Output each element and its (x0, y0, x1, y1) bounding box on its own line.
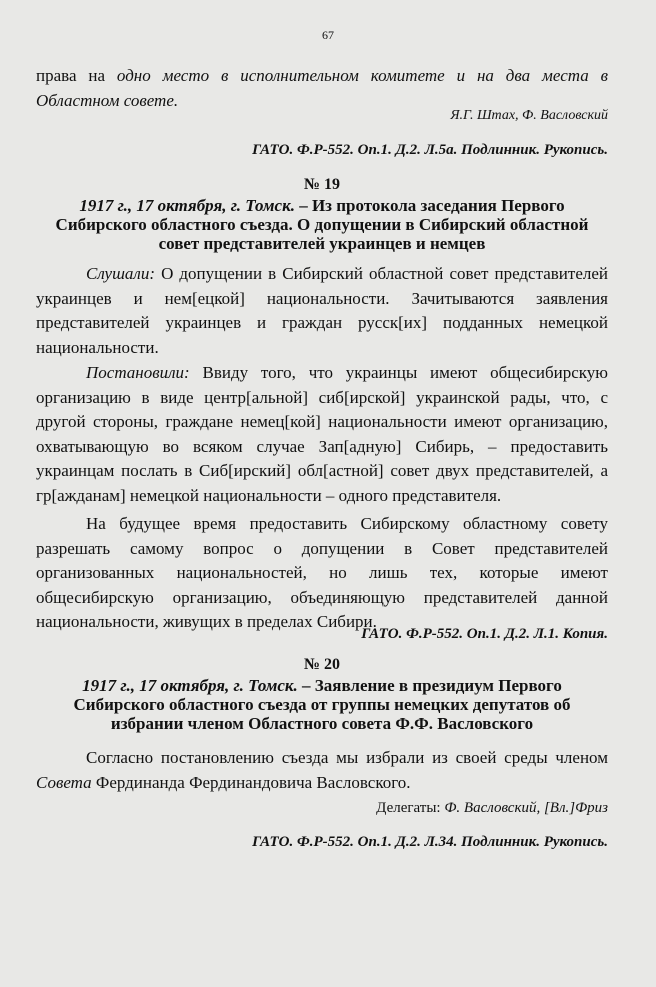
doc19-heard-paragraph (36, 262, 608, 360)
doc19-heading (36, 196, 608, 253)
doc19-future-paragraph (36, 512, 608, 635)
doc19-future-text: На будущее время предоставить Сибирскому областному совету разрешать самому вопрос о допущении в Совет представителей организованных национальностей, но лишь тех, которые имеют общесибирскую организацию, объединяющую представителей данной национальности, живущих в пределах Сибири. (36, 514, 608, 631)
intro-text: права на (36, 66, 106, 85)
doc19-title: – Из протокола заседания Первого Сибирского областного съезда. О допущении в Сибирский областной совет представителей украинцев и немцев (55, 196, 589, 253)
doc19-number: № 19 (303, 176, 341, 193)
doc20-heading (36, 676, 608, 733)
doc19-resolved-text: Ввиду того, что украинцы имеют общесибирскую организацию в виде центр[альной] сиб[ирской] украинской рады, что, с другой стороны, граждане немец[кой] национальности имеют организацию, охватывающую во всяком случае Зап[адную] Сибирь, – предоставить украинцам послать в Сиб[ирский] обл[астной] совет двух представителей, а гр[ажданам] немецкой национальности – одного представителя. (36, 363, 609, 505)
doc19-archive-reference: ГАТО. Ф.Р-552. Оп.1. Д.2. Л.1. Копия. (361, 626, 608, 642)
doc20-title: – Заявление в президиум Первого Сибирского областного съезда от группы немецких депутатов об избрании членом Областного совета Ф.Ф. Васловского (73, 676, 571, 733)
doc20-body-before: Согласно постановлению съезда мы избрали из своей среды членом (86, 748, 608, 767)
doc20-archive-reference: ГАТО. Ф.Р-552. Оп.1. Д.2. Л.34. Подлинник. Рукопись. (252, 834, 608, 850)
doc20-body-italic: Совета (36, 772, 92, 792)
doc20-number: № 20 (303, 656, 341, 673)
page-number: 67 (322, 28, 334, 42)
doc19-resolved-paragraph (36, 361, 608, 508)
intro-paragraph (36, 64, 608, 113)
doc19-heard-text: О допущении в Сибирский областной совет представителей украинцев и нем[ецкой] национальности. Зачитываются заявления представителей украинцев и граждан русск[их] подданных немецкой национальности. (36, 264, 609, 357)
intro-text-italic: одно место в исполнительном комитете и на два места в Областном совете. (36, 66, 609, 110)
doc20-delegates-label: Делегаты: (376, 800, 441, 816)
doc19-date-place: 1917 г., 17 октября, г. Томск. (79, 196, 295, 215)
doc19-heard-label: Слушали: (86, 264, 155, 283)
intro-archive-reference: ГАТО. Ф.Р-552. Оп.1. Д.2. Л.5а. Подлинник. Рукопись. (252, 142, 608, 158)
doc20-date-place: 1917 г., 17 октября, г. Томск. (82, 676, 298, 695)
intro-signature: Я.Г. Штах, Ф. Васловский (450, 108, 608, 123)
doc19-resolved-label: Постановили: (86, 363, 190, 382)
doc20-body-after: Фердинанда Фердинандовича Васловского. (95, 772, 411, 792)
doc20-delegates-names: Ф. Васловский, [Вл.]Фриз (444, 800, 608, 816)
doc20-body-paragraph (36, 746, 608, 795)
doc20-delegates (36, 800, 608, 817)
